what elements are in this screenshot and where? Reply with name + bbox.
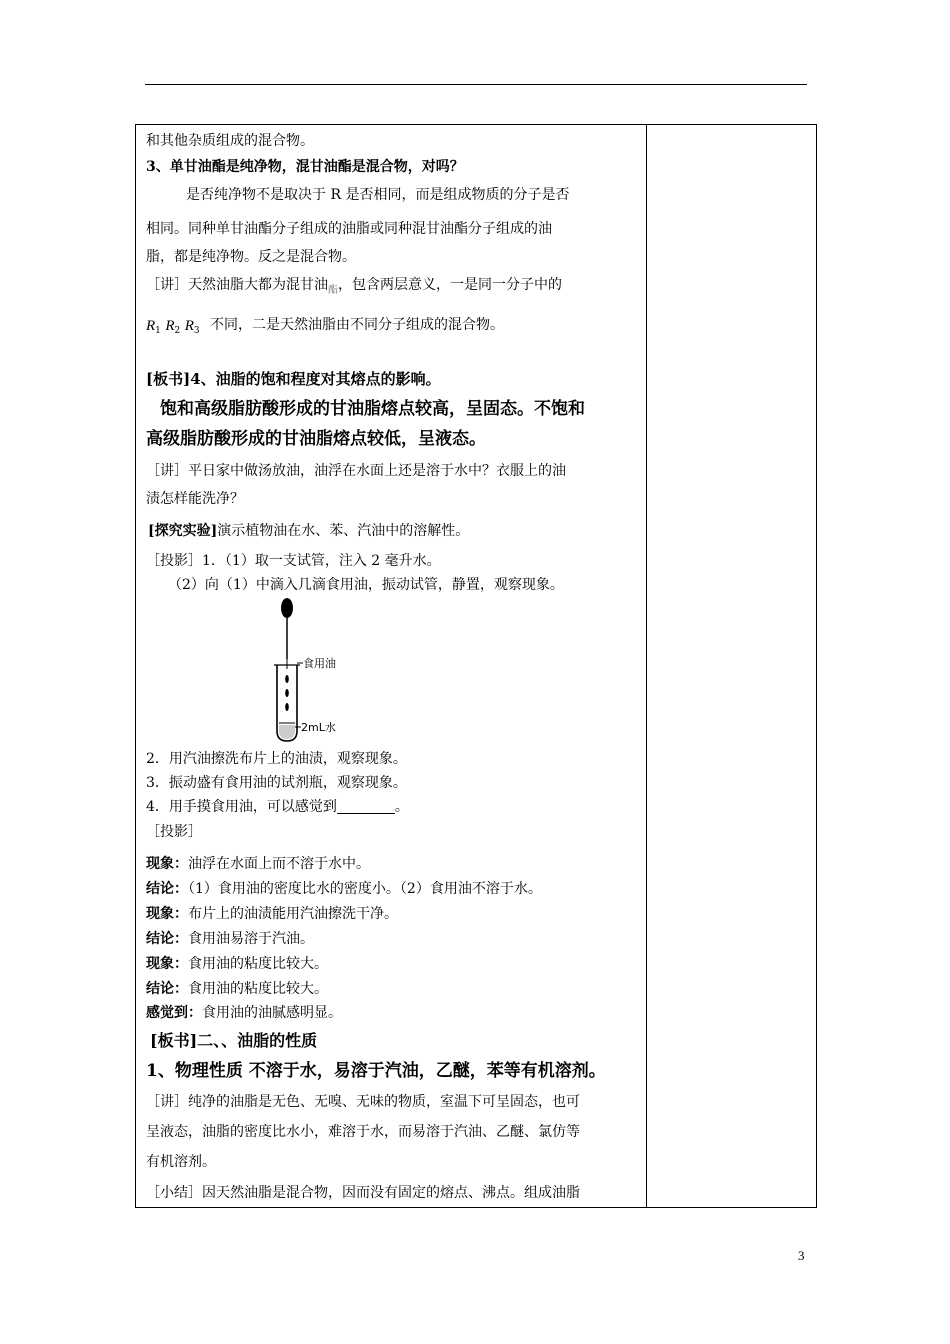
- text-line: 不同，二是天然油脂由不同分子组成的混合物。: [210, 317, 504, 333]
- key-point: 1、物理性质 不溶于水，易溶于汽油，乙醚，苯等有机溶剂。: [146, 1061, 606, 1081]
- result-line: [146, 904, 398, 924]
- projection-line: ［投影］: [146, 824, 202, 840]
- fill-in-end: 。: [394, 799, 409, 815]
- lecture-text: ［讲］天然油脂大都为混甘油: [146, 277, 328, 293]
- dropper-icon: [281, 598, 293, 669]
- column-divider: [646, 125, 647, 1207]
- result-line: [146, 854, 370, 874]
- result-text: 食用油易溶于汽油。: [188, 931, 314, 947]
- result-text: （1）食用油的密度比水的密度小。（2）食用油不溶于水。: [188, 881, 542, 897]
- result-tag: 感觉到：: [146, 1005, 202, 1021]
- lecture-text: ，包含两层意义，一是同一分子中的: [338, 277, 562, 293]
- result-tag: 结论：: [146, 981, 188, 997]
- subscript: 1: [155, 326, 161, 336]
- result-text: 食用油的粘度比较大。: [188, 981, 328, 997]
- result-line: [146, 979, 328, 999]
- test-tube-figure: [265, 597, 375, 745]
- header-rule: [145, 84, 807, 85]
- text-line: 和其他杂质组成的混合物。: [146, 133, 314, 149]
- result-line: [146, 879, 542, 899]
- result-tag: 现象：: [146, 856, 188, 872]
- formula-line: [146, 316, 200, 341]
- r-symbol: R: [184, 318, 194, 334]
- key-point: 饱和高级脂肪酸形成的甘油脂熔点较高，呈固态。不饱和: [160, 399, 585, 419]
- text-line: 有机溶剂。: [146, 1154, 216, 1170]
- question-heading: 3、单甘油酯是纯净物，混甘油酯是混合物，对吗？: [146, 159, 464, 175]
- result-tag: 现象：: [146, 906, 188, 922]
- oil-drop-icon: [285, 675, 289, 711]
- faint-char: 酯: [328, 285, 338, 296]
- experiment-text: 演示植物油在水、苯、汽油中的溶解性。: [217, 523, 470, 539]
- lecture-line: [146, 275, 562, 301]
- water-label: 2mL水: [301, 721, 336, 734]
- fill-in-text: 4．用手摸食用油，可以感觉到: [146, 799, 337, 815]
- fill-in-line: [146, 797, 409, 817]
- oil-label: 食用油: [303, 657, 336, 670]
- subscript: 3: [193, 326, 200, 336]
- lecture-line: ［讲］纯净的油脂是无色、无嗅、无味的物质，室温下可呈固态，也可: [146, 1094, 580, 1110]
- text-line: 相同。同种单甘油酯分子组成的油脂或同种混甘油酯分子组成的油: [146, 221, 552, 237]
- result-line: [146, 1003, 342, 1023]
- text-line: 呈液态，油脂的密度比水小，难溶于水，而易溶于汽油、乙醚、氯仿等: [146, 1124, 580, 1140]
- r-symbol: R: [146, 318, 156, 334]
- subscript: 2: [174, 326, 181, 336]
- result-text: 食用油的油腻感明显。: [202, 1005, 342, 1021]
- board-heading: [板书]二、、油脂的性质: [150, 1031, 318, 1050]
- result-tag: 结论：: [146, 881, 188, 897]
- result-line: [146, 954, 328, 974]
- r-symbol: R: [165, 318, 175, 334]
- result-text: 布片上的油渍能用汽油擦洗干净。: [188, 906, 398, 922]
- text-line: 渍怎样能洗净？: [146, 491, 244, 507]
- answer-blank: [337, 799, 395, 814]
- lecture-line: ［讲］平日家中做汤放油，油浮在水面上还是溶于水中？衣服上的油: [146, 463, 566, 479]
- result-tag: 结论：: [146, 931, 188, 947]
- text-line: 脂，都是纯净物。反之是混合物。: [146, 249, 356, 265]
- text-line: （2）向（1）中滴入几滴食用油，振动试管，静置，观察现象。: [168, 577, 564, 593]
- summary-line: ［小结］因天然油脂是混合物，因而没有固定的熔点、沸点。组成油脂: [146, 1185, 580, 1201]
- text-line: 2．用汽油擦洗布片上的油渍，观察现象。: [146, 751, 407, 767]
- experiment-line: [148, 521, 469, 541]
- result-tag: 现象：: [146, 956, 188, 972]
- key-point: 高级脂肪酸形成的甘油脂熔点较低，呈液态。: [146, 429, 486, 449]
- experiment-tag: [探究实验]: [148, 523, 218, 539]
- result-text: 油浮在水面上而不溶于水中。: [188, 856, 370, 872]
- projection-line: ［投影］1．（1）取一支试管，注入 2 毫升水。: [146, 553, 441, 569]
- result-text: 食用油的粘度比较大。: [188, 956, 328, 972]
- text-line: 3．振动盛有食用油的试剂瓶，观察现象。: [146, 775, 407, 791]
- board-heading: [板书]4、油脂的饱和程度对其熔点的影响。: [146, 370, 441, 388]
- text-line: 是否纯净物不是取决于 R 是否相同，而是组成物质的分子是否: [186, 187, 570, 203]
- result-line: [146, 929, 314, 949]
- lesson-table: [135, 124, 817, 1208]
- page-number: 3: [798, 1248, 805, 1263]
